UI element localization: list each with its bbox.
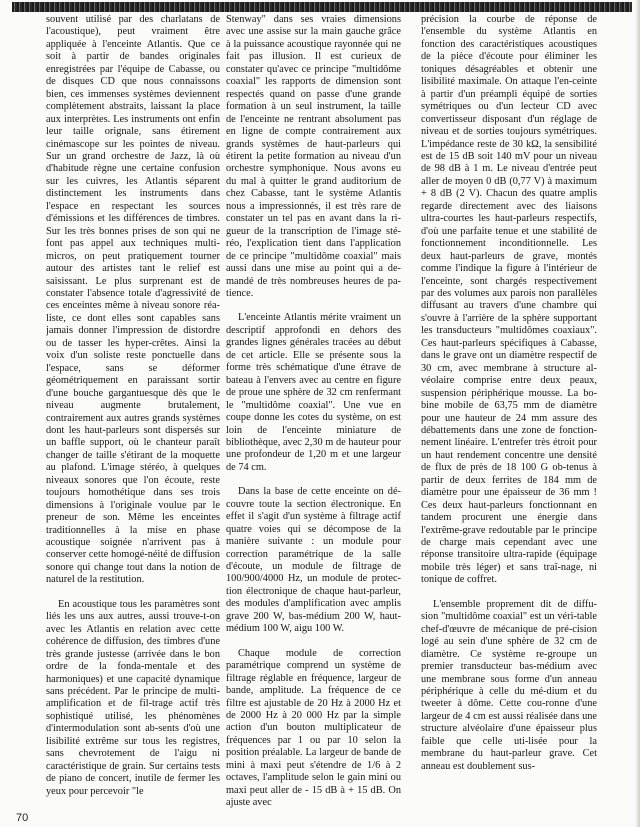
paragraph: Chaque module de correction paramétrique comprend un système de filtrage réglable en fréquence, largeur de bande, amplitude. La fréquence de ce filtre est ajustable de 20 Hz à 2000 Hz et de 2000 Hz à 20 000 Hz par la simple action d'un bouton multiplicateur de fréquences par 1 ou par 10 selon la position préalable. La largeur de bande de mini à maxi peut s'étendre de 1/6 à 2 octaves, l'amplitude selon le gain mini ou maxi peut aller de - 15 dB à + 15 dB. On ajuste avec: [226, 647, 401, 809]
page-edge: [636, 0, 640, 827]
paragraph: précision la courbe de réponse de l'ensemble du système Atlantis en fonction des caractéristiques acoustiques de la pièce d'écoute pour éliminer les toniques désagréables et obtenir une lisibilité maximale. On attaque l'en-ceinte à partir d'un préampli équipé de sorties symétriques ou d'un lecteur CD avec convertisseur disposant d'un réglage de niveau et de sorties toujours symétriques. L'impédance reste de 30 kΩ, la sensibilité est de 15 dB soit 140 mV pour un niveau de 98 dB à 1 m. Le niveau d'entrée peut aller de moyen 0 dB (0,77 V) à maximum + 8 dB (2 V). Chacun des quatre amplis regarde directement avec des liaisons ultra-courtes les haut-parleurs respectifs, d'où une parfaite tenue et une stabilité de fonctionnement inconditionnelle. Les deux haut-parleurs de grave, montés comme l'indique la figure à l'intérieur de l'enceinte, sont chargés respectivement par des volumes aux parois non parallèles diffusant au travers d'une chambre qui s'ouvre à l'arrière de la sphère supportant les transducteurs "multidômes coaxiaux". Ces haut-parleurs spécifiques à Cabasse, dans le grave ont un diamètre respectif de 30 cm, avec membrane à structure al-véolaire comprise entre deux peaux, suspension périphérique mousse. La bo-bine mobile de 63,75 mm de diamètre pour une hauteur de 24 mm assure des débattements dans une zone de fonction-nement linéaire. L'entrefer très étroit pour un haut rendement concentre une densité de flux de près de 18 100 G ob-tenus à partir de deux ferrites de 184 mm de diamètre pour une épaisseur de 36 mm ! Ces deux haut-parleurs fonctionnant en tandem procurent une énergie dans l'extrême-grave redoutable par le principe de charge mais cependant avec une réponse transitoire ultra-rapide (équipage mobile très léger) et sans traî-nage, ni tonique de coffret.: [421, 14, 597, 586]
page-number: 70: [16, 812, 29, 824]
paragraph: Dans la base de cette enceinte on dé-couvre toute la section électronique. En effet il s'agit d'un système à filtrage actif quatre voies qui se décompose de la manière suivante : un module pour correction paramétrique de la salle d'écoute, un module de filtrage de 100/900/4000 Hz, un module de protec-tion électronique de chaque haut-parleur, des modules d'amplification avec amplis grave 200 W, bas-médium 200 W, haut-médium 100 W, aigu 100 W.: [226, 486, 401, 635]
paragraph: souvent utilisé par des charlatans de l'acoustique), peut vraiment être appliquée à l'enceinte Atlantis. Que ce soit à partir de bandes originales enregistrées par l'équipe de Cabasse, ou de disques CD que nous connaissons bien, ces immenses systèmes deviennent complètement abstraits, laissant la place aux interprètes. Les instruments ont enfin leur taille orignale, sans étirement cinémascope sur les pointes de niveau. Sur un grand orchestre de Jazz, là où d'habitude règne une certaine confusion sur les cuivres, les Atlantis séparent distinctement les instruments dans l'espace en respectant les sources d'émissions et les différences de timbres. Sur les très bonnes prises de son qui ne font pas appel aux techniques multi-micros, on peut pratiquement tourner autour des artistes tant le relief est saisissant. Le plus surprenant est de constater l'absence totale d'agressivité de ces enceintes même à niveau sonore réa-liste, ce dont elles sont capables sans jamais donner l'impression de distordre ou de tasser les hyper-crêtes. Ainsi la voix d'un soliste reste ponctuelle dans l'espace, sans se déformer géométriquement en paraissant sortir d'une bouche gargantuesque dès que le niveau augmente brutalement, contrairement aux autres grands systèmes dont les haut-parleurs sont dispersés sur un baffle support, où le chanteur paraît changer de taille s'étirant de la moquette au plafond. L'image stéréo, à quelques niveaux sonores que l'on écoute, reste toujours homothétique dans ses trois dimensions à l'originale voulue par le preneur de son. Même les enceintes traditionnelles à la mise en phase acoustique soignée n'arrivent pas à conserver cette homogé-néité de diffusion sonore qui change tout dans la notion de naturel de la restitution.: [46, 14, 220, 586]
text-column-1: [46, 14, 220, 809]
paragraph: En acoustique tous les paramètres sont liés les uns aux autres, aussi trouve-t-on avec les Atlantis en relation avec cette cohérence de diffusion, des timbres d'une très grande justesse (arrivée dans le bon ordre de la fonda-mentale et des harmoniques) et une capacité dynamique sans précédent. Par le principe de multi-amplification et de fil-trage actif très sophistiqué utilisé, les phénomènes d'intermodulation sont ab-sents d'où une lisibilité extrême sur tous les registres, sans chevrotement de l'aigu ni caractéristique de grain. Sur certains tests de piano de concert, inutile de fermer les yeux pour percevoir "le: [46, 598, 220, 797]
paragraph: L'enceinte Atlantis mérite vraiment un descriptif approfondi en dehors des grandes lignes générales tracées au début de cet article. Elle se présente sous la forme très schématique d'une étrave de bateau à l'envers avec au centre en figure de proue une sphère de 32 cm renfermant le "multidôme coaxial". Une vue en coupe donne les cotes du système, on est loin de l'enceinte miniature de bibliothèque, avec 2,30 m de hauteur pour une profondeur de 1,20 m et une largeur de 74 cm.: [226, 312, 401, 473]
paragraph: L'ensemble proprement dit de diffu-sion "multidôme coaxial" est un véri-table chef-d'œuvre de mécanique de pré-cision logé au sein d'une sphère de 32 cm de diamètre. Ce système re-groupe un premier transducteur bas-médium avec une membrane sous forme d'un anneau périphérique à celle du mé-dium et du tweeter à dôme. Cette cou-ronne d'une largeur de 4 cm est aussi réalisée dans une structure alvéolaire d'une épaisseur plus faible que celle uti-lisée pour la membrane du haut-parleur grave. Cet anneau est doublement sus-: [421, 598, 597, 772]
text-column-2: [226, 14, 401, 809]
top-scan-band: [12, 2, 632, 12]
paragraph: Stenway" dans ses vraies dimensions avec une assise sur la main gauche grâce à la puissance acoustique rayonnée qui ne fait pas illusion. Il est curieux de constater qu'avec ce principe "multidôme coaxial" les rapports de dimension sont respectés quand on passe d'une grande formation à un seul instrument, la taille de l'enceinte ne rentrant absolument pas en ligne de compte contrairement aux grands systèmes de haut-parleurs qui étirent la petite formation au niveau d'un orchestre symphonique. Nous avons eu du mal à quitter le grand auditorium de chez Cabasse, tant le système Atlantis nous a impressionnés, il est très rare de constater un tel pas en avant dans la ri-gueur de la transcription de l'image sté-réo, l'explication tient dans l'application de ce principe "multidôme coaxial" mais aussi dans une mise au point qui a de-mandé de très nombreuses heures de pa-tience.: [226, 14, 401, 299]
text-column-3: [421, 14, 597, 809]
